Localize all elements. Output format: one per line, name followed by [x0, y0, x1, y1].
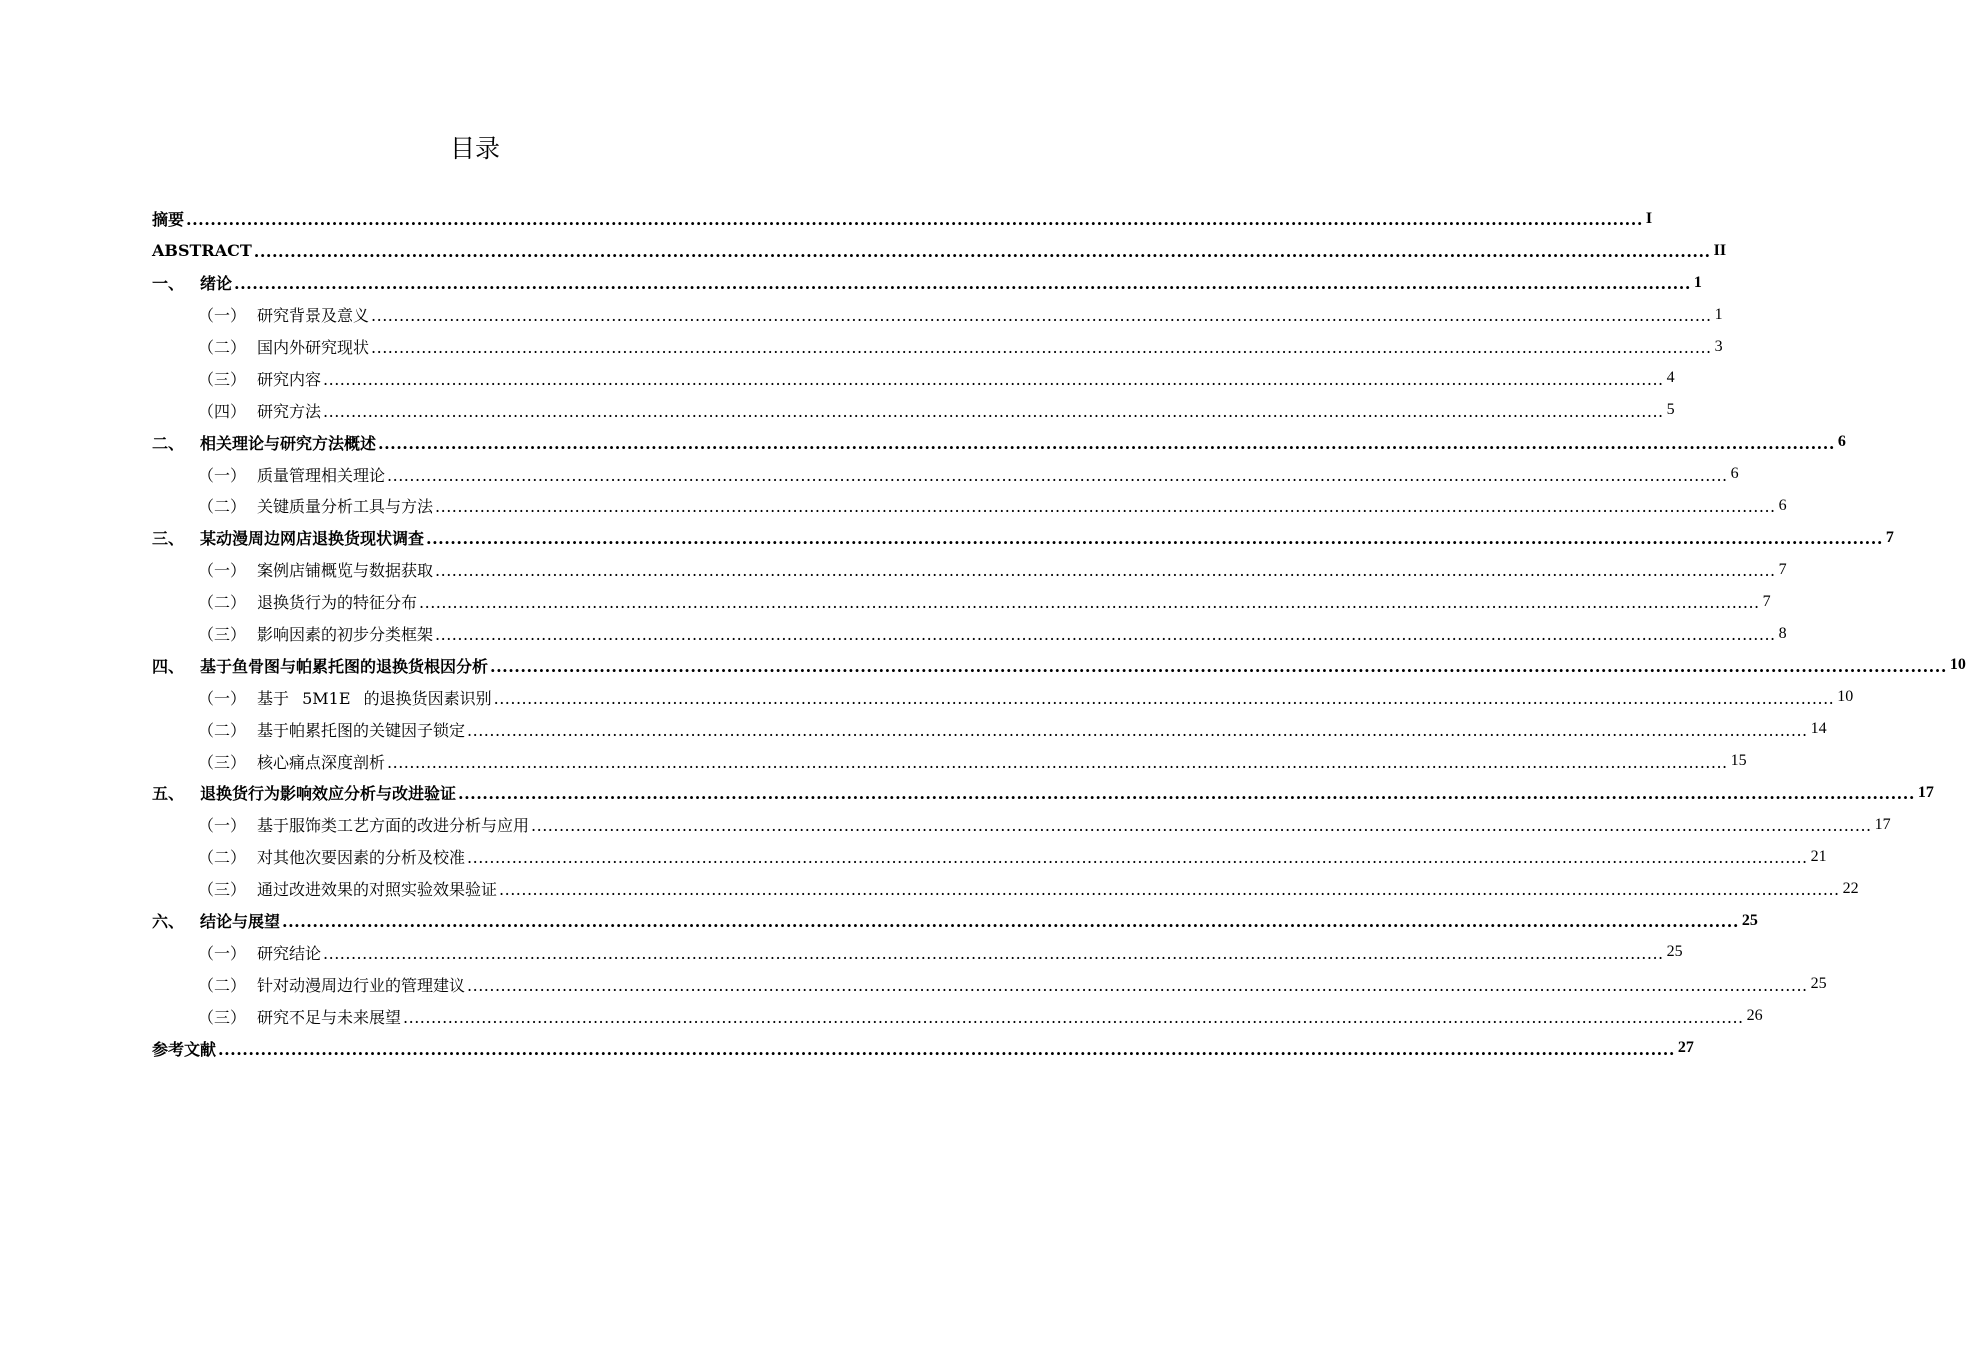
dot-leader	[323, 370, 1664, 389]
dot-leader	[323, 944, 1664, 963]
dot-leader	[419, 593, 1760, 612]
toc-entry-title: 基于鱼骨图与帕累托图的退换货根因分析	[200, 656, 489, 676]
toc-entry-chapter-5[interactable]	[152, 777, 1934, 809]
toc-entry-number: （四）	[198, 401, 247, 421]
dot-leader	[435, 497, 1776, 516]
page-title: 目录	[449, 134, 500, 163]
toc-entry-number: （一）	[198, 465, 247, 485]
toc-entry-section[interactable]	[152, 681, 1854, 713]
toc-entry-title: 基于服饰类工艺方面的改进分析与应用	[257, 816, 530, 836]
dot-leader	[371, 306, 1712, 325]
table-of-contents	[152, 203, 1966, 1064]
toc-entry-page: 15	[1730, 752, 1747, 770]
toc-entry-title: 某动漫周边网店退换货现状调查	[200, 529, 425, 549]
toc-entry-page: 27	[1677, 1039, 1694, 1057]
toc-entry-number: （三）	[198, 625, 247, 645]
dot-leader	[254, 242, 1711, 261]
toc-entry-section[interactable]	[152, 299, 1723, 331]
toc-entry-title: 研究结论	[257, 943, 322, 963]
dot-leader	[467, 976, 1808, 995]
toc-entry-title: ABSTRACT	[152, 241, 252, 261]
toc-entry-page: 10	[1837, 688, 1854, 706]
toc-entry-section[interactable]	[152, 713, 1827, 745]
toc-entry-title: 研究不足与未来展望	[257, 1007, 402, 1027]
toc-entry-abstract-cn[interactable]	[152, 203, 1653, 235]
dot-leader	[467, 848, 1808, 867]
toc-entry-section[interactable]	[152, 745, 1747, 777]
toc-entry-section[interactable]	[152, 968, 1827, 1000]
dot-leader	[531, 816, 1872, 835]
toc-entry-number: （三）	[198, 752, 247, 772]
toc-entry-page: 5	[1666, 401, 1675, 419]
toc-entry-title: 参考文献	[152, 1039, 217, 1059]
toc-entry-section[interactable]	[152, 394, 1675, 426]
toc-entry-number: （二）	[198, 975, 247, 995]
toc-entry-number: （一）	[198, 306, 247, 326]
dot-leader	[499, 880, 1840, 899]
toc-entry-title: 基于帕累托图的关键因子锁定	[257, 720, 466, 740]
toc-entry-section[interactable]	[152, 362, 1675, 394]
dot-leader	[403, 1008, 1744, 1027]
toc-entry-number: 四、	[152, 656, 185, 676]
dot-leader	[282, 912, 1739, 931]
dot-leader	[387, 466, 1728, 485]
toc-entry-number: （二）	[198, 338, 247, 357]
toc-entry-page: 6	[1730, 465, 1739, 483]
toc-entry-title: 退换货行为影响效应分析与改进验证	[200, 784, 457, 804]
dot-leader	[458, 784, 1915, 803]
toc-entry-number: （一）	[198, 561, 247, 581]
toc-entry-title: 对其他次要因素的分析及校准	[257, 848, 466, 868]
toc-entry-number: （二）	[198, 497, 247, 517]
toc-entry-page: II	[1713, 241, 1727, 259]
dot-leader	[387, 753, 1728, 772]
toc-entry-page: 10	[1949, 656, 1966, 674]
toc-entry-page: 4	[1666, 369, 1675, 387]
toc-entry-title: 案例店铺概览与数据获取	[257, 561, 434, 581]
toc-entry-page: 7	[1762, 592, 1771, 610]
toc-entry-page: 25	[1741, 911, 1758, 929]
toc-entry-number: （三）	[198, 369, 247, 389]
toc-entry-page: 7	[1778, 560, 1787, 578]
toc-entry-title: 针对动漫周边行业的管理建议	[257, 975, 466, 995]
toc-entry-number: 五、	[152, 784, 185, 804]
toc-entry-number: （二）	[198, 848, 247, 868]
toc-entry-references[interactable]	[152, 1032, 1694, 1064]
toc-entry-page: 25	[1810, 975, 1827, 993]
toc-entry-chapter-3[interactable]	[152, 522, 1894, 554]
toc-entry-page: 6	[1837, 433, 1846, 451]
toc-entry-section[interactable]	[152, 1000, 1763, 1032]
toc-entry-number: （二）	[198, 593, 247, 613]
dot-leader	[186, 210, 1643, 229]
toc-entry-title: 相关理论与研究方法概述	[200, 433, 377, 453]
dot-leader	[494, 689, 1835, 708]
dot-leader	[435, 561, 1776, 580]
toc-entry-title: 国内外研究现状	[257, 338, 370, 357]
toc-entry-section[interactable]	[152, 809, 1891, 841]
toc-entry-title: 绪论	[200, 274, 233, 294]
toc-entry-page: 22	[1842, 879, 1859, 897]
toc-entry-page: 1	[1714, 305, 1723, 323]
toc-entry-title: 影响因素的初步分类框架	[257, 625, 434, 645]
toc-entry-title: 基于 5M1E 的退换货因素识别	[257, 688, 492, 708]
toc-entry-page: 26	[1746, 1007, 1763, 1025]
toc-entry-abstract-en[interactable]	[152, 235, 1727, 267]
toc-entry-page: 25	[1666, 943, 1683, 961]
toc-entry-number: （二）	[198, 720, 247, 740]
toc-entry-title: 研究方法	[257, 401, 322, 421]
dot-leader	[435, 625, 1776, 644]
toc-entry-number: 一、	[152, 274, 185, 294]
toc-entry-section[interactable]	[152, 554, 1787, 586]
toc-entry-number: （三）	[198, 880, 247, 900]
dot-leader	[378, 434, 1835, 453]
toc-entry-section[interactable]	[152, 873, 1859, 905]
toc-entry-section[interactable]	[152, 490, 1787, 522]
toc-entry-title: 研究背景及意义	[257, 306, 370, 326]
toc-entry-page: 1	[1693, 273, 1702, 291]
toc-entry-title: 退换货行为的特征分布	[257, 593, 418, 613]
toc-entry-number: （三）	[198, 1007, 247, 1027]
toc-entry-page: 14	[1810, 720, 1827, 738]
toc-entry-chapter-1[interactable]	[152, 267, 1702, 299]
toc-entry-title: 核心痛点深度剖析	[257, 752, 386, 772]
toc-entry-chapter-2[interactable]	[152, 426, 1846, 458]
toc-entry-number: （一）	[198, 943, 247, 963]
toc-entry-section[interactable]	[152, 841, 1827, 873]
toc-entry-title: 摘要	[152, 210, 185, 230]
toc-entry-section[interactable]	[152, 936, 1683, 968]
toc-entry-section[interactable]	[152, 331, 1723, 363]
toc-entry-chapter-4[interactable]	[152, 649, 1966, 681]
toc-entry-page: 3	[1714, 337, 1723, 355]
toc-entry-title: 结论与展望	[200, 912, 281, 932]
toc-entry-page: 17	[1917, 783, 1934, 801]
toc-entry-page: 17	[1874, 815, 1891, 833]
dot-leader	[426, 529, 1883, 548]
toc-entry-number: （一）	[198, 816, 247, 836]
toc-entry-number: 六、	[152, 912, 185, 932]
toc-entry-section[interactable]	[152, 586, 1771, 618]
toc-entry-number: 三、	[152, 529, 185, 549]
dot-leader	[490, 657, 1947, 676]
toc-entry-page: 8	[1778, 624, 1787, 642]
toc-entry-section[interactable]	[152, 618, 1787, 650]
toc-entry-page: 7	[1885, 528, 1894, 546]
toc-entry-title: 研究内容	[257, 369, 322, 389]
toc-entry-chapter-6[interactable]	[152, 905, 1758, 937]
toc-entry-page: 21	[1810, 847, 1827, 865]
dot-leader	[234, 274, 1691, 293]
dot-leader	[371, 338, 1712, 357]
toc-entry-title: 质量管理相关理论	[257, 465, 386, 485]
toc-entry-title: 通过改进效果的对照实验效果验证	[257, 880, 498, 900]
toc-entry-page: 6	[1778, 496, 1787, 514]
dot-leader	[467, 721, 1808, 740]
toc-entry-section[interactable]	[152, 458, 1739, 490]
toc-entry-page: I	[1645, 209, 1653, 227]
toc-entry-title: 关键质量分析工具与方法	[257, 497, 434, 517]
dot-leader	[323, 402, 1664, 421]
toc-entry-number: 二、	[152, 433, 185, 453]
dot-leader	[218, 1040, 1675, 1059]
toc-entry-number: （一）	[198, 688, 247, 708]
